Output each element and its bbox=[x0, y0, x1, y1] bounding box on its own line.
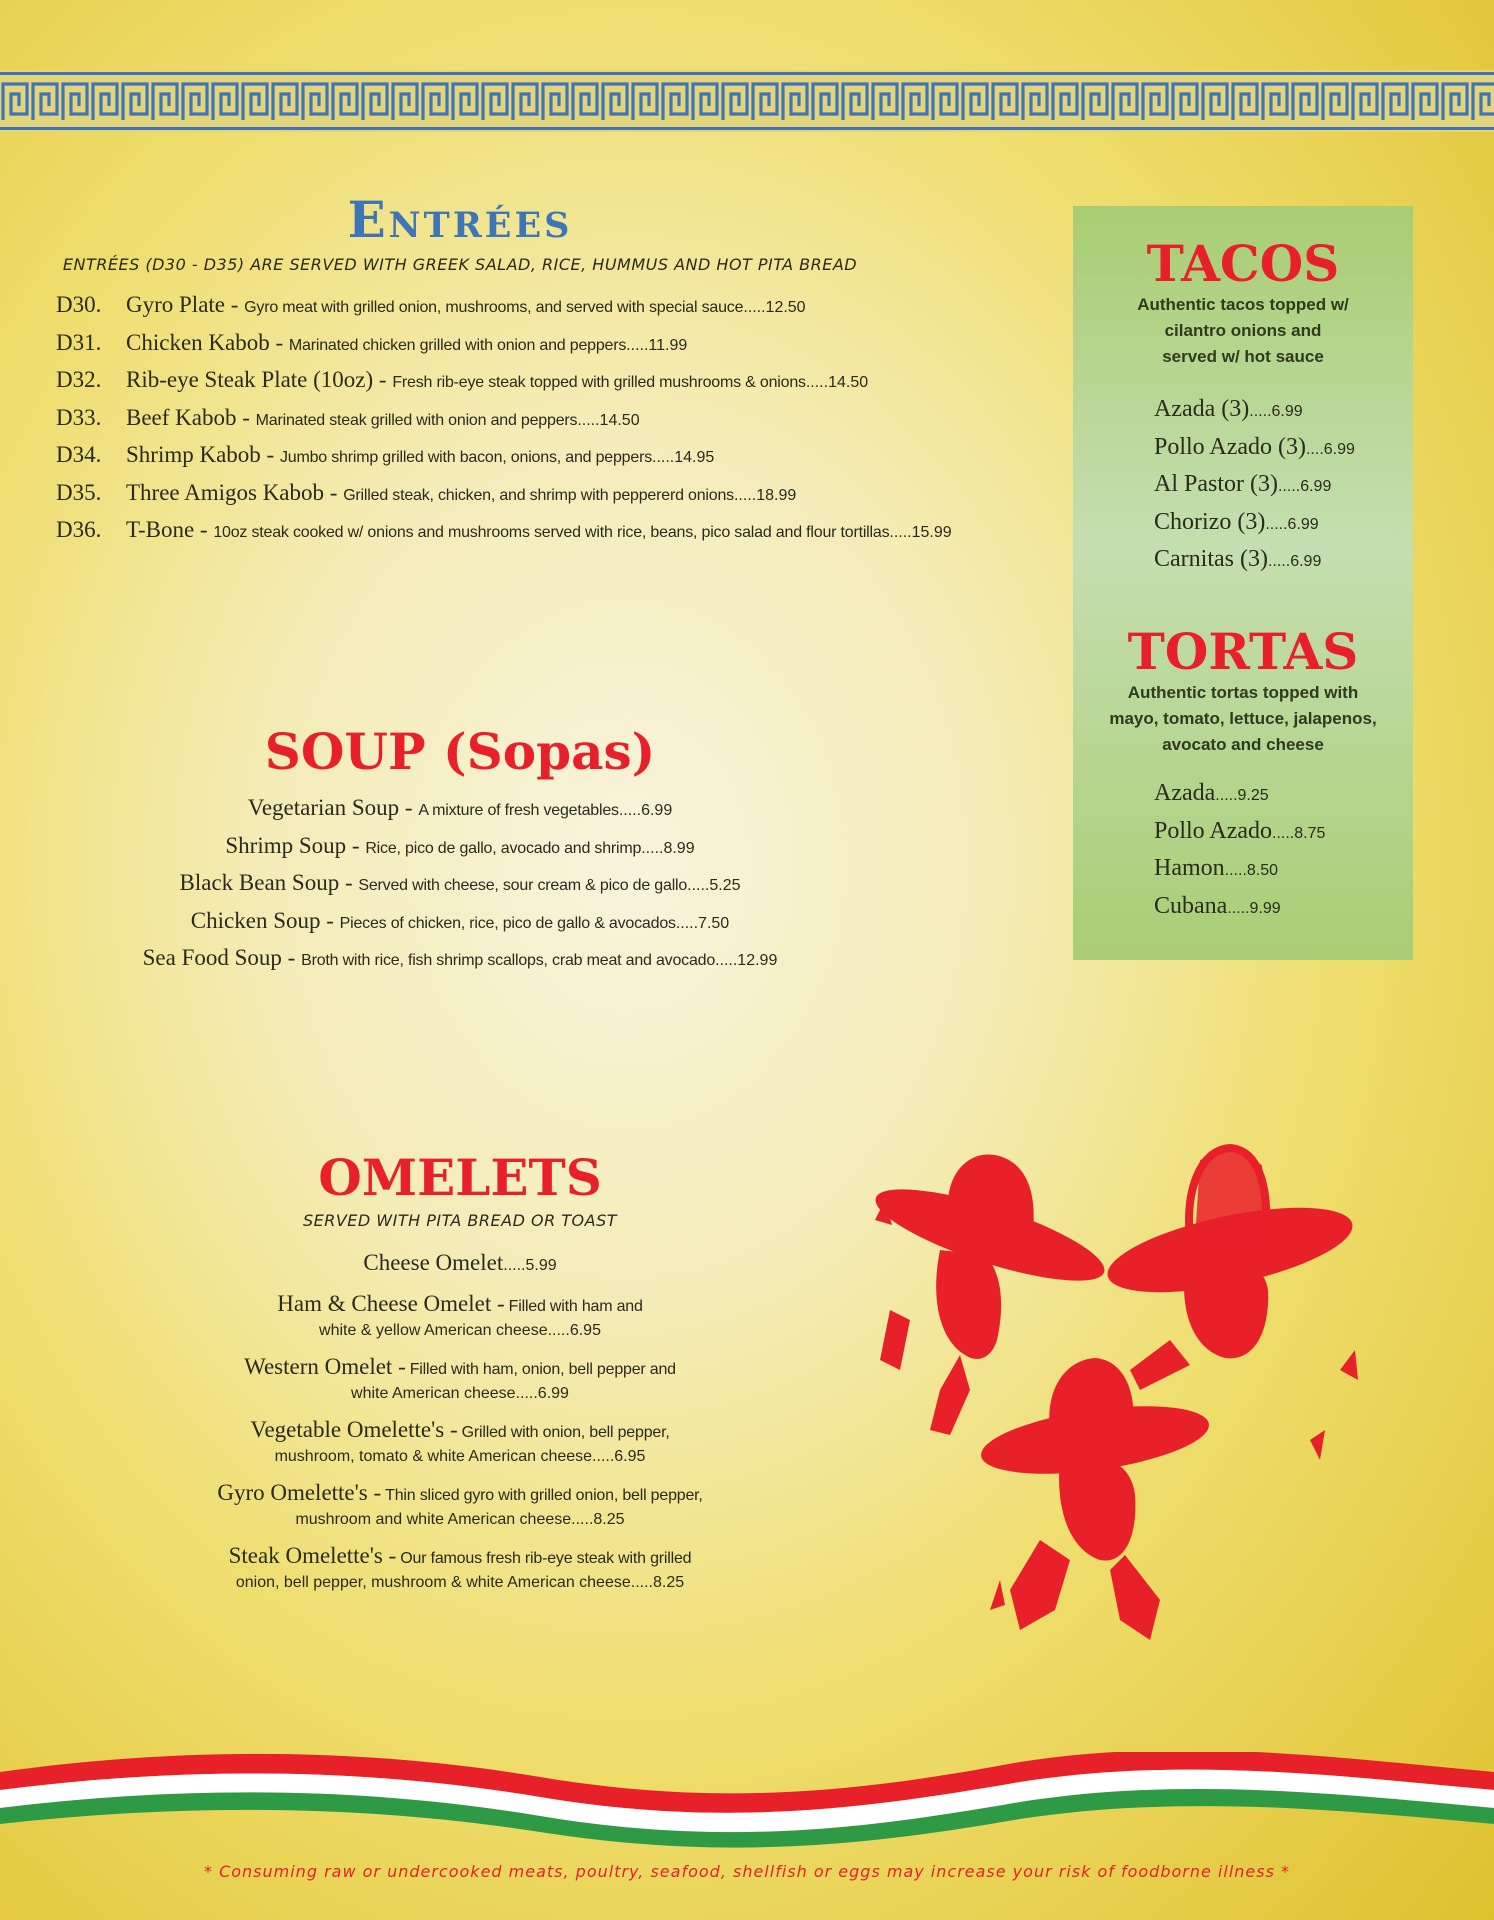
omelet-name: Vegetable Omelette's - bbox=[250, 1417, 458, 1442]
soup-price: .....7.50 bbox=[675, 914, 730, 932]
entree-name: Rib-eye Steak Plate (10oz) - bbox=[126, 367, 387, 392]
omelet-name: Gyro Omelette's - bbox=[217, 1480, 382, 1505]
entrees-subtitle: ENTRÉES (D30 - D35) ARE SERVED WITH GREEK SALAD, RICE, HUMMUS AND HOT PITA BREAD bbox=[62, 255, 858, 274]
entree-item bbox=[56, 476, 1056, 514]
entree-name: T-Bone - bbox=[126, 517, 208, 542]
soup-item bbox=[60, 904, 860, 942]
tacos-item-price: .....6.99 bbox=[1277, 478, 1332, 495]
tortas-item-price: .....8.75 bbox=[1272, 824, 1326, 842]
entree-price: .....11.99 bbox=[626, 336, 688, 354]
entree-description: Gyro meat with grilled onion, mushrooms, and served with special sauce bbox=[244, 299, 744, 316]
tortas-title: TORTAS bbox=[1127, 622, 1359, 681]
tacos-item-name: Chorizo (3) bbox=[1154, 508, 1266, 535]
omelets-subtitle: SERVED WITH PITA BREAD OR TOAST bbox=[302, 1211, 618, 1230]
entree-item bbox=[56, 288, 1056, 326]
tacos-item-price: .....6.99 bbox=[1249, 403, 1303, 420]
omelet-line-2 bbox=[140, 1446, 780, 1468]
soup-price: .....12.99 bbox=[715, 952, 778, 969]
tacos-item bbox=[1154, 542, 1413, 580]
mexican-flag-wave bbox=[0, 1752, 1494, 1852]
omelet-description: Thin sliced gyro with grilled onion, bell pepper, bbox=[385, 1487, 703, 1504]
entree-code: D36. bbox=[56, 517, 102, 542]
tacos-item-price: ....6.99 bbox=[1305, 440, 1355, 458]
omelet-line-2 bbox=[140, 1572, 780, 1594]
soup-item bbox=[60, 941, 860, 979]
omelets-section bbox=[140, 1148, 780, 1606]
center-sombrero-figure bbox=[977, 1358, 1213, 1640]
tacos-item-price: .....6.99 bbox=[1267, 553, 1322, 570]
entree-description: Fresh rib-eye steak topped with grilled mushrooms & onions bbox=[392, 374, 806, 391]
tacos-tortas-panel bbox=[1073, 206, 1413, 960]
omelet-line bbox=[140, 1291, 780, 1320]
soup-price: .....6.99 bbox=[618, 802, 673, 819]
omelet-name: Cheese Omelet bbox=[363, 1250, 504, 1275]
tacos-item-name: Azada (3) bbox=[1154, 396, 1250, 422]
tortas-item bbox=[1154, 851, 1413, 889]
entree-price: .....14.95 bbox=[652, 449, 715, 466]
soup-name: Sea Food Soup - bbox=[142, 945, 296, 970]
entree-name: Beef Kabob - bbox=[126, 404, 250, 430]
entree-price: .....15.99 bbox=[889, 524, 952, 541]
soup-name: Chicken Soup - bbox=[190, 907, 334, 933]
tacos-description: Authentic tacos topped w/ cilantro onions and served w/ hot sauce bbox=[1137, 295, 1349, 366]
tortas-item-price: .....8.50 bbox=[1224, 862, 1279, 879]
tacos-item bbox=[1154, 505, 1413, 543]
entree-name: Shrimp Kabob - bbox=[126, 442, 275, 467]
entree-item bbox=[56, 363, 1056, 401]
tacos-section bbox=[1073, 236, 1413, 580]
tortas-item bbox=[1154, 889, 1413, 927]
soup-description: Rice, pico de gallo, avocado and shrimp bbox=[365, 839, 642, 857]
tortas-item-name: Pollo Azado bbox=[1154, 817, 1272, 844]
soup-item bbox=[60, 866, 860, 904]
omelet-description-2: white American cheese bbox=[351, 1385, 516, 1402]
soup-item bbox=[60, 791, 860, 829]
soup-section bbox=[60, 722, 860, 979]
soup-name: Vegetarian Soup - bbox=[247, 795, 413, 820]
entrees-list bbox=[56, 288, 1056, 551]
soup-item bbox=[60, 829, 860, 867]
tortas-item bbox=[1154, 776, 1413, 814]
omelet-item bbox=[140, 1543, 780, 1594]
omelet-description-2: mushroom and white American cheese bbox=[295, 1511, 572, 1528]
entree-description: 10oz steak cooked w/ onions and mushrooms served with rice, beans, pico salad and flour tortillas bbox=[213, 524, 890, 541]
omelet-item bbox=[140, 1480, 780, 1531]
tortas-list bbox=[1154, 776, 1413, 926]
entree-price: .....14.50 bbox=[805, 374, 869, 391]
entrees-section bbox=[56, 190, 1056, 551]
entrees-title: Entrées bbox=[347, 190, 573, 249]
tacos-item-name: Carnitas (3) bbox=[1154, 546, 1268, 572]
omelet-price: .....5.99 bbox=[503, 1257, 557, 1274]
omelet-line bbox=[140, 1480, 780, 1509]
mariachi-illustration bbox=[870, 1140, 1360, 1660]
entree-item bbox=[56, 326, 1056, 364]
omelet-description-2: mushroom, tomato & white American cheese bbox=[274, 1448, 593, 1465]
omelet-line bbox=[140, 1250, 780, 1279]
tacos-item-price: .....6.99 bbox=[1265, 515, 1319, 533]
entree-code: D32. bbox=[56, 367, 102, 392]
omelets-list bbox=[140, 1250, 780, 1594]
omelet-price: .....6.95 bbox=[592, 1448, 646, 1465]
entree-name: Chicken Kabob - bbox=[126, 329, 284, 355]
entree-price: .....14.50 bbox=[577, 411, 640, 429]
tacos-item-name: Al Pastor (3) bbox=[1154, 471, 1278, 497]
omelet-description: Grilled with onion, bell pepper, bbox=[461, 1424, 670, 1441]
soup-description: Broth with rice, fish shrimp scallops, crab meat and avocado bbox=[301, 952, 716, 969]
tacos-item bbox=[1154, 430, 1413, 468]
omelet-line-2 bbox=[140, 1509, 780, 1531]
entree-description: Grilled steak, chicken, and shrimp with peppererd onions bbox=[343, 486, 734, 504]
tacos-list bbox=[1154, 392, 1413, 580]
entree-code: D30. bbox=[56, 292, 102, 317]
soup-price: .....8.99 bbox=[641, 839, 695, 857]
soup-description: A mixture of fresh vegetables bbox=[418, 802, 619, 819]
omelet-name: Ham & Cheese Omelet - bbox=[277, 1291, 505, 1316]
tortas-item bbox=[1154, 814, 1413, 852]
entree-code: D33. bbox=[56, 404, 102, 430]
omelet-price: .....6.95 bbox=[547, 1322, 601, 1339]
omelet-line bbox=[140, 1543, 780, 1572]
tacos-title: TACOS bbox=[1146, 234, 1340, 293]
tortas-section bbox=[1073, 624, 1413, 926]
entree-name: Gyro Plate - bbox=[126, 292, 239, 317]
omelet-line bbox=[140, 1417, 780, 1446]
tacos-item bbox=[1154, 392, 1413, 430]
entree-item bbox=[56, 401, 1056, 439]
entree-description: Jumbo shrimp grilled with bacon, onions, and peppers bbox=[279, 449, 653, 466]
tacos-item bbox=[1154, 467, 1413, 505]
omelet-item bbox=[140, 1291, 780, 1342]
omelet-price: .....8.25 bbox=[630, 1574, 685, 1591]
omelet-line bbox=[140, 1354, 780, 1383]
tortas-item-name: Azada bbox=[1154, 780, 1216, 806]
tacos-item-name: Pollo Azado (3) bbox=[1154, 433, 1306, 460]
omelet-name: Steak Omelette's - bbox=[228, 1543, 397, 1568]
omelet-description-2: white & yellow American cheese bbox=[319, 1322, 548, 1339]
entree-price: .....12.50 bbox=[743, 299, 806, 316]
omelet-description-2: onion, bell pepper, mushroom & white American cheese bbox=[235, 1574, 631, 1591]
omelet-item bbox=[140, 1354, 780, 1405]
right-sombrero-figure bbox=[1101, 1148, 1360, 1390]
tortas-item-price: .....9.25 bbox=[1215, 787, 1269, 804]
entree-price: .....18.99 bbox=[733, 486, 797, 504]
omelets-title: OMELETS bbox=[318, 1148, 602, 1207]
omelet-item bbox=[140, 1250, 780, 1279]
soup-description: Served with cheese, sour cream & pico de gallo bbox=[358, 877, 688, 894]
omelet-price: .....8.25 bbox=[571, 1511, 625, 1528]
greek-key-border bbox=[0, 70, 1494, 132]
soup-price: .....5.25 bbox=[687, 877, 741, 894]
omelet-description: Our famous fresh rib-eye steak with grilled bbox=[400, 1550, 692, 1567]
entree-code: D34. bbox=[56, 442, 102, 467]
entree-item bbox=[56, 438, 1056, 476]
entree-name: Three Amigos Kabob - bbox=[126, 479, 338, 505]
tortas-item-price: .....9.99 bbox=[1227, 899, 1281, 917]
omelet-description: Filled with ham, onion, bell pepper and bbox=[409, 1361, 676, 1378]
food-safety-disclaimer: * Consuming raw or undercooked meats, poultry, seafood, shellfish or eggs may increase your risk of foodborne illness * bbox=[203, 1862, 1290, 1881]
omelet-name: Western Omelet - bbox=[244, 1354, 406, 1379]
tortas-item-name: Hamon bbox=[1154, 855, 1225, 881]
tortas-item-name: Cubana bbox=[1154, 892, 1228, 919]
soup-name: Shrimp Soup - bbox=[225, 832, 360, 858]
omelet-item bbox=[140, 1417, 780, 1468]
tortas-description: Authentic tortas topped with mayo, tomato, lettuce, jalapenos, avocato and cheese bbox=[1109, 683, 1377, 754]
omelet-price: .....6.99 bbox=[515, 1385, 569, 1402]
entree-description: Marinated steak grilled with onion and peppers bbox=[255, 411, 578, 429]
entree-code: D31. bbox=[56, 329, 102, 355]
omelet-line-2 bbox=[140, 1383, 780, 1405]
soup-title: SOUP (Sopas) bbox=[264, 722, 656, 781]
entree-description: Marinated chicken grilled with onion and peppers bbox=[288, 336, 627, 354]
omelet-description: Filled with ham and bbox=[508, 1298, 643, 1315]
omelet-line-2 bbox=[140, 1320, 780, 1342]
entree-code: D35. bbox=[56, 479, 102, 505]
entree-item bbox=[56, 513, 1056, 551]
soup-name: Black Bean Soup - bbox=[179, 870, 353, 895]
soup-list bbox=[60, 791, 860, 979]
soup-description: Pieces of chicken, rice, pico de gallo & avocados bbox=[339, 914, 676, 932]
